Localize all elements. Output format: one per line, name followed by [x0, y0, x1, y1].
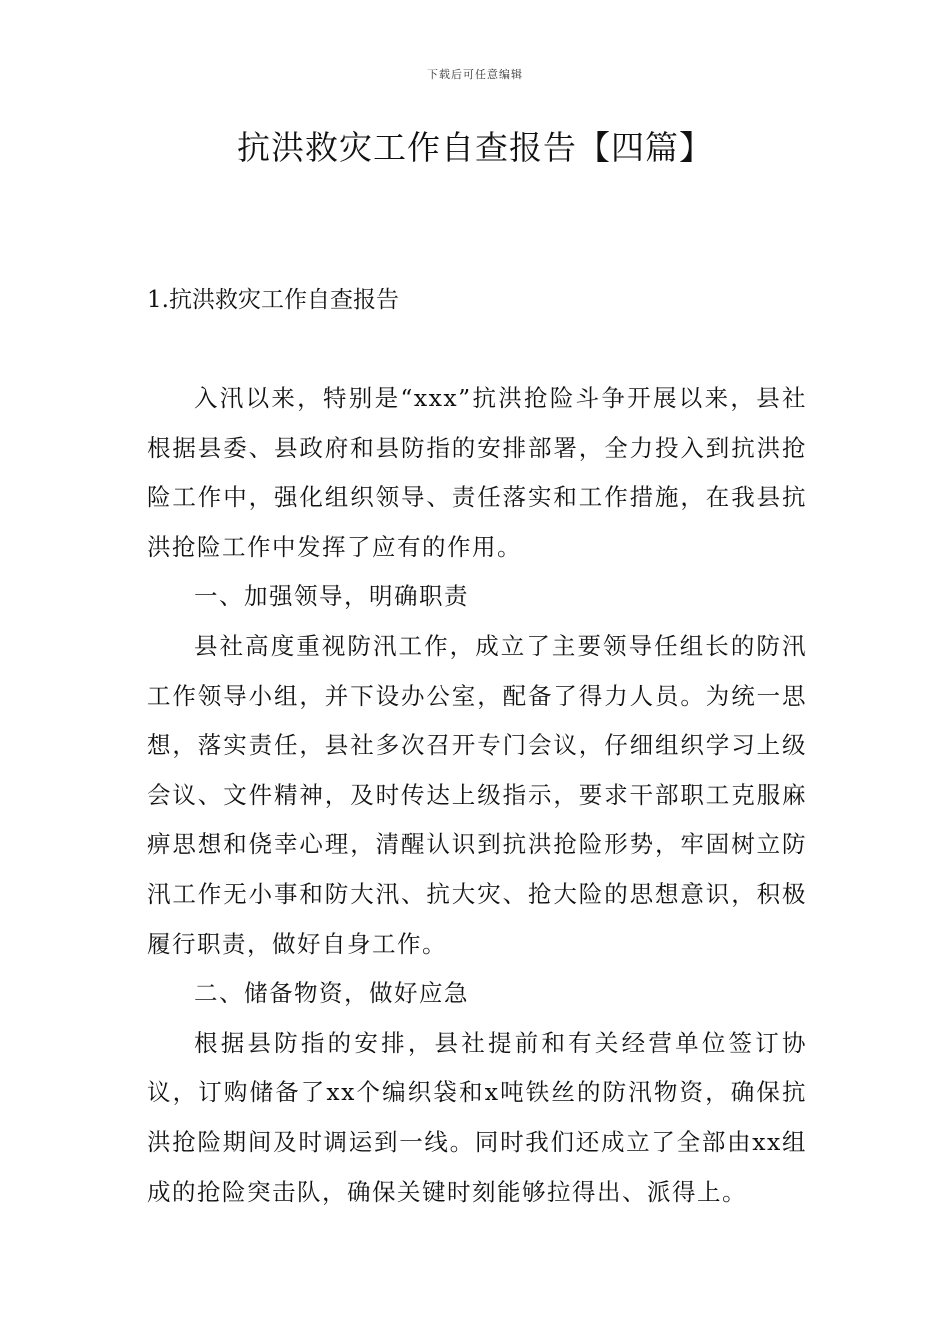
- section-heading: 1.抗洪救灾工作自查报告: [147, 287, 399, 313]
- document-body: [147, 374, 807, 1217]
- subheading-materials: 二、储备物资，做好应急: [194, 979, 469, 1008]
- header-note: 下载后可任意编辑: [427, 68, 523, 81]
- document-title: 抗洪救灾工作自查报告【四篇】: [237, 128, 713, 167]
- paragraph-intro: 入汛以来，特别是“xxx”抗洪抢险斗争开展以来，县社根据县委、县政府和县防指的安排部署，全力投入到抗洪抢险工作中，强化组织领导、责任落实和工作措施，在我县抗洪抢险工作中发挥了应有的作用。: [147, 384, 807, 561]
- paragraph-leadership: 县社高度重视防汛工作，成立了主要领导任组长的防汛工作领导小组，并下设办公室，配备了得力人员。为统一思想，落实责任，县社多次召开专门会议，仔细组织学习上级会议、文件精神，及时传达上级指示，要求干部职工克服麻痹思想和侥幸心理，清醒认识到抗洪抢险形势，牢固树立防汛工作无小事和防大汛、抗大灾、抢大险的思想意识，积极履行职责，做好自身工作。: [147, 631, 807, 958]
- paragraph-materials: 根据县防指的安排，县社提前和有关经营单位签订协议，订购储备了xx个编织袋和x吨铁丝的防汛物资，确保抗洪抢险期间及时调运到一线。同时我们还成立了全部由xx组成的抢险突击队，确保关键时刻能够拉得出、派得上。: [147, 1028, 807, 1206]
- subheading-leadership: 一、加强领导，明确职责: [194, 582, 469, 611]
